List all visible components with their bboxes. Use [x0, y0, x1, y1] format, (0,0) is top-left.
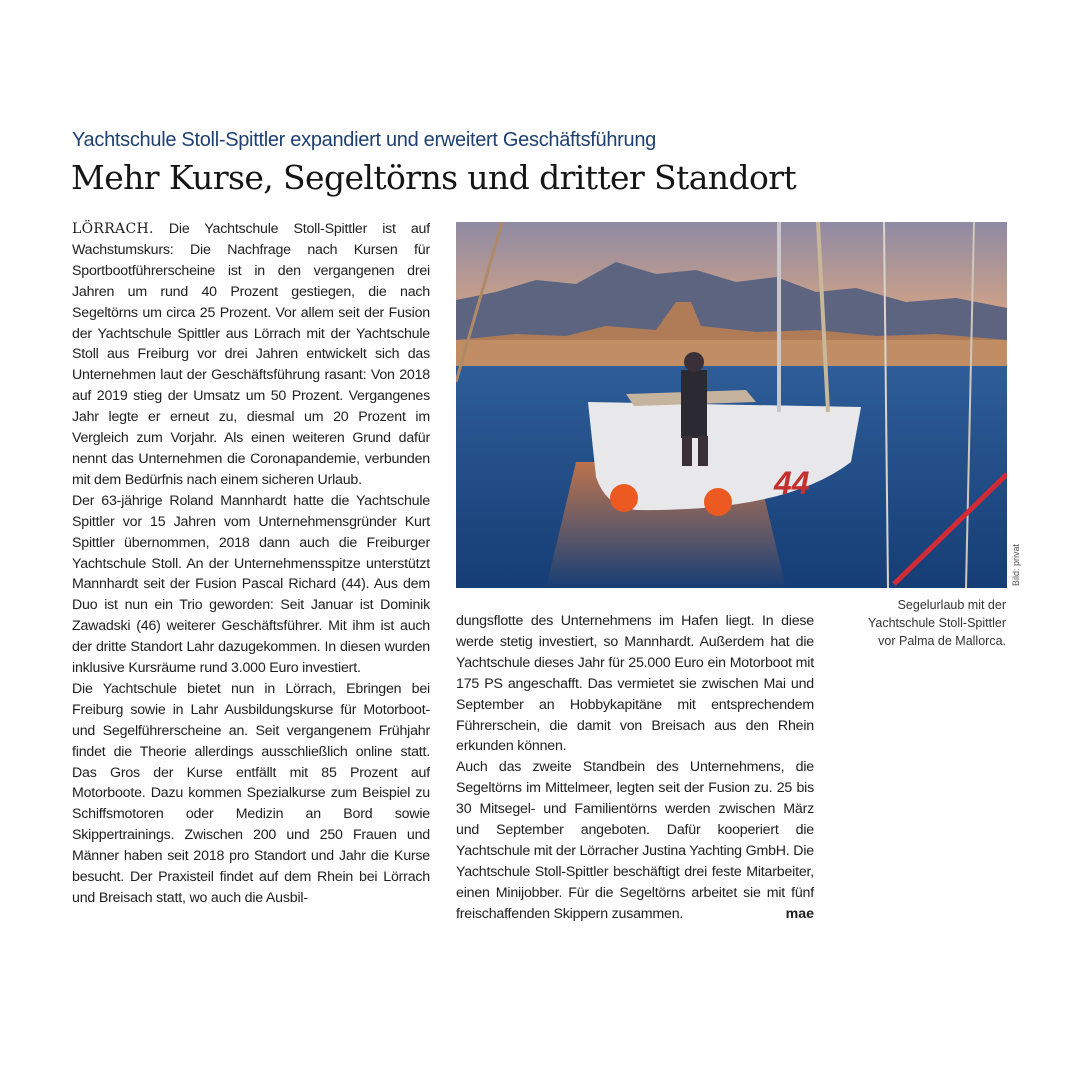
article-column-left [72, 219, 430, 909]
sailing-yacht-photo [456, 222, 1007, 588]
caption-line: vor Palma de Mallorca. [878, 634, 1006, 648]
caption-line: Yachtschule Stoll-Spittler [867, 616, 1006, 630]
author-signature: mae [785, 905, 814, 922]
photo-credit: Bild: privat [1011, 543, 1021, 586]
paragraph-text: Auch das zweite Standbein des Unternehmens, die Segeltörns im Mittelmeer, legten seit der Fusion zu. 25 bis 30 Mitsegel- und Familientörns werden zwischen März und September angeboten. Dafür kooperiert die Yachtschule mit der Lörracher Justina Yachting GmbH. Die Yachtschule Stoll-Spittler beschäftigt drei feste Mitarbeiter, einen Minijobber. Für die Segeltörns arbeitet sie mit fünf freischaffenden Skippern zusammen. [456, 759, 814, 922]
article-paragraph [456, 757, 814, 924]
article-paragraph: Der 63-jährige Roland Mannhardt hatte die Yachtschule Spittler vor 15 Jahren vom Unternehmensgründer Kurt Spittler übernommen, 2018 dann auch die Freiburger Yachtschule Stoll. An der Unternehmensspitze unterstützt Mannhardt seit der Fusion Pascal Richard (44). Aus dem Duo ist nun ein Trio geworden: Seit Januar ist Dominik Zawadski (46) weiterer Geschäftsführer. Mit ihm ist auch der dritte Standort Lahr dazugekommen. In diesen wurden inklusive Kursräume rund 3.000 Euro investiert. [72, 492, 430, 677]
article-headline: Mehr Kurse, Segeltörns und dritter Standort [71, 158, 797, 197]
boat-number-label: 44 [774, 465, 810, 501]
photo-caption [830, 596, 1006, 650]
paragraph-text: Die Yachtschule Stoll-Spittler ist auf Wachstumskurs: Die Nachfrage nach Kursen für Sportbootführerscheine ist in den vergangenen drei Jahren um rund 40 Prozent gestiegen, die nach Segeltörns um circa 25 Prozent. Vor allem seit der Fusion der Yachtschule Spittler aus Lörrach mit der Yachtschule Stoll aus Freiburg vor drei Jahren entwickelt sich das Unternehmen laut der Geschäftsführung rasant: Von 2018 auf 2019 stieg der Umsatz um 50 Prozent. Vergangenes Jahr legte er erneut zu, diesmal um 20 Prozent im Vergleich zum Vorjahr. Als einen weiteren Grund dafür nennt das Unternehmen die Coronapandemie, verbunden mit dem Bedürfnis nach einem sicheren Urlaub. [72, 221, 430, 488]
article-paragraph: Die Yachtschule bietet nun in Lörrach, Ebringen bei Freiburg sowie in Lahr Ausbildungskurse für Motorboot- und Segelführerscheine an. Seit vergangenem Frühjahr findet die Theorie allerdings ausschließlich online statt. Das Gros der Kurse entfällt mit 85 Prozent auf Motorboote. Dazu kommen Spezialkurse zum Beispiel zu Schiffsmotoren oder Medizin an Bord sowie Skippertrainings. Zwischen 200 und 250 Frauen und Männer haben seit 2018 pro Standort und Jahr die Kurse besucht. Der Praxisteil findet auf dem Rhein bei Lörrach und Breisach statt, wo auch die Ausbil- [72, 680, 430, 906]
sailing-yacht-illustration [456, 222, 1007, 588]
article-paragraph: dungsflotte des Unternehmens im Hafen liegt. In diese werde stetig investiert, so Mannhardt. Außerdem hat die Yachtschule dieses Jahr für 25.000 Euro ein Motorboot mit 175 PS angeschafft. Das vermietet sie zwischen Mai und September an Hobbykapitäne mit entsprechendem Führerschein, die damit von Breisach aus den Rhein erkunden können. [456, 613, 814, 755]
article-kicker: Yachtschule Stoll-Spittler expandiert und erweitert Geschäftsführung [72, 129, 656, 151]
article-column-right [456, 611, 814, 925]
caption-line: Segelurlaub mit der [897, 598, 1006, 612]
article-paragraph [72, 219, 430, 491]
dateline-city: LÖRRACH. [72, 221, 154, 237]
